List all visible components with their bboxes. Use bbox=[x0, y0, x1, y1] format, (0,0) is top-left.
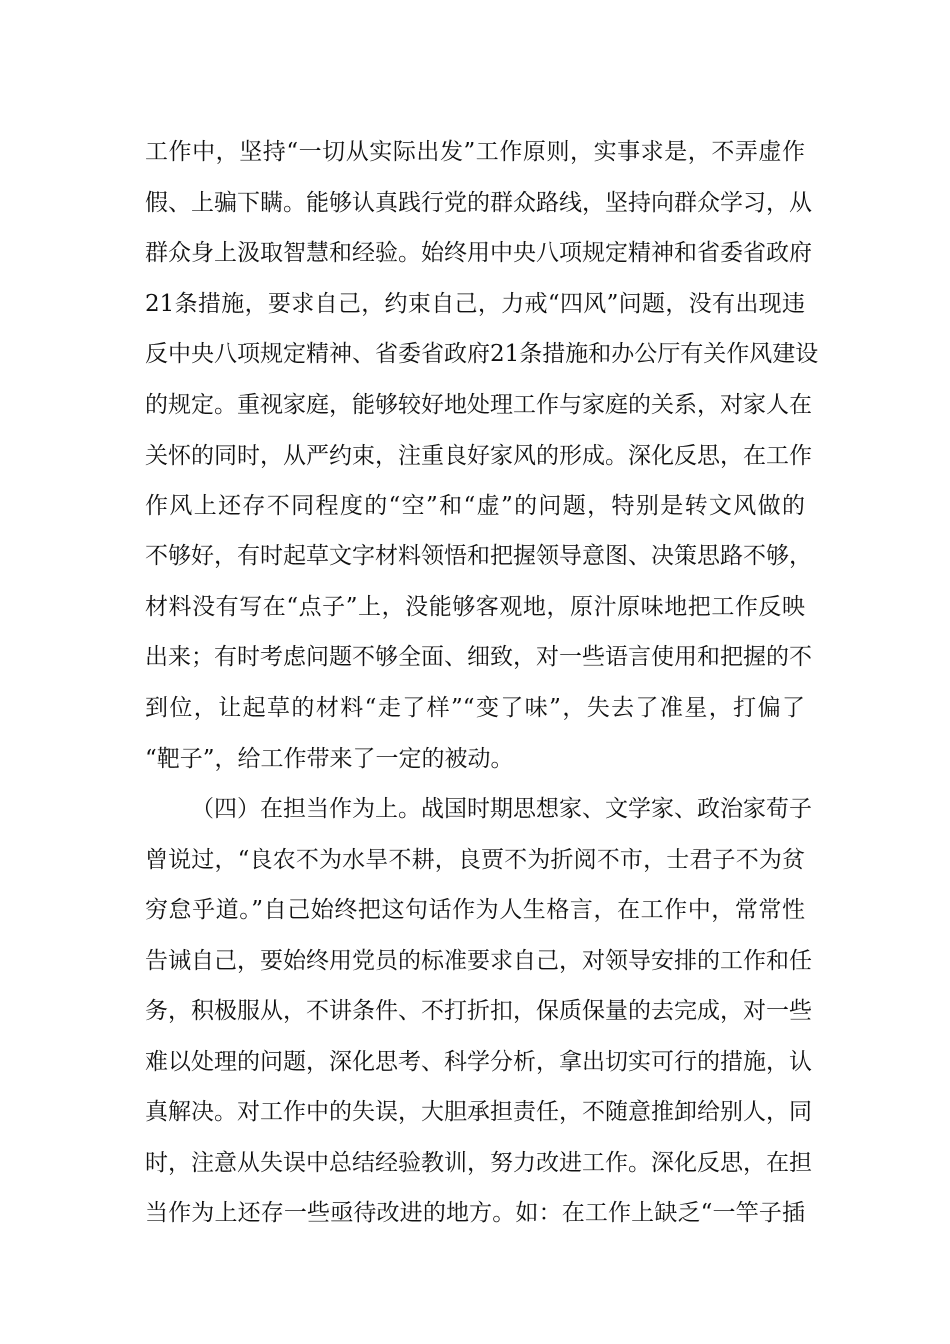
text-line: 假、上骗下瞒。能够认真践行党的群众路线，坚持向群众学习，从 bbox=[145, 190, 812, 216]
text-line: 难以处理的问题，深化思考、科学分析，拿出切实可行的措施，认 bbox=[145, 1049, 812, 1075]
text-line: 反中央八项规定精神、省委省政府21条措施和办公厅有关作风建设 bbox=[145, 341, 819, 367]
text-line: 曾说过，“良农不为水旱不耕，良贾不为折阅不市，士君子不为贫 bbox=[145, 847, 805, 873]
text-line: 穷怠乎道。”自己始终把这句话作为人生格言，在工作中，常常性 bbox=[145, 897, 805, 923]
text-line: 当作为上还存一些亟待改进的地方。如：在工作上缺乏“一竿子插 bbox=[145, 1200, 805, 1226]
text-line: 告诫自己，要始终用党员的标准要求自己，对领导安排的工作和任 bbox=[145, 948, 812, 974]
text-line: 关怀的同时，从严约束，注重良好家风的形成。深化反思，在工作 bbox=[145, 443, 812, 469]
text-line: 群众身上汲取智慧和经验。始终用中央八项规定精神和省委省政府 bbox=[145, 240, 812, 266]
text-line: 材料没有写在“点子”上，没能够客观地，原汁原味地把工作反映 bbox=[145, 594, 805, 620]
text-line: 出来；有时考虑问题不够全面、细致，对一些语言使用和把握的不 bbox=[145, 644, 812, 670]
text-line: 到位，让起草的材料“走了样”“变了味”，失去了准星，打偏了 bbox=[145, 695, 805, 721]
text-line: 时，注意从失误中总结经验教训，努力改进工作。深化反思，在担 bbox=[145, 1150, 812, 1176]
text-line: 真解决。对工作中的失误，大胆承担责任，不随意推卸给别人，同 bbox=[145, 1099, 812, 1125]
section-heading-line: （四）在担当作为上。战国时期思想家、文学家、政治家荀子 bbox=[191, 796, 812, 822]
text-line: 不够好，有时起草文字材料领悟和把握领导意图、决策思路不够， bbox=[145, 543, 812, 569]
text-line: 务，积极服从，不讲条件、不打折扣，保质保量的去完成，对一些 bbox=[145, 998, 812, 1024]
text-line: “靶子”，给工作带来了一定的被动。 bbox=[145, 746, 514, 772]
text-line: 的规定。重视家庭，能够较好地处理工作与家庭的关系，对家人在 bbox=[145, 392, 812, 418]
text-line: 作风上还存不同程度的“空”和“虚”的问题，特别是转文风做的 bbox=[145, 493, 805, 519]
text-line: 21条措施，要求自己，约束自己，力戒“四风”问题，没有出现违 bbox=[145, 291, 805, 317]
text-line: 工作中，坚持“一切从实际出发”工作原则，实事求是，不弄虚作 bbox=[145, 139, 805, 165]
